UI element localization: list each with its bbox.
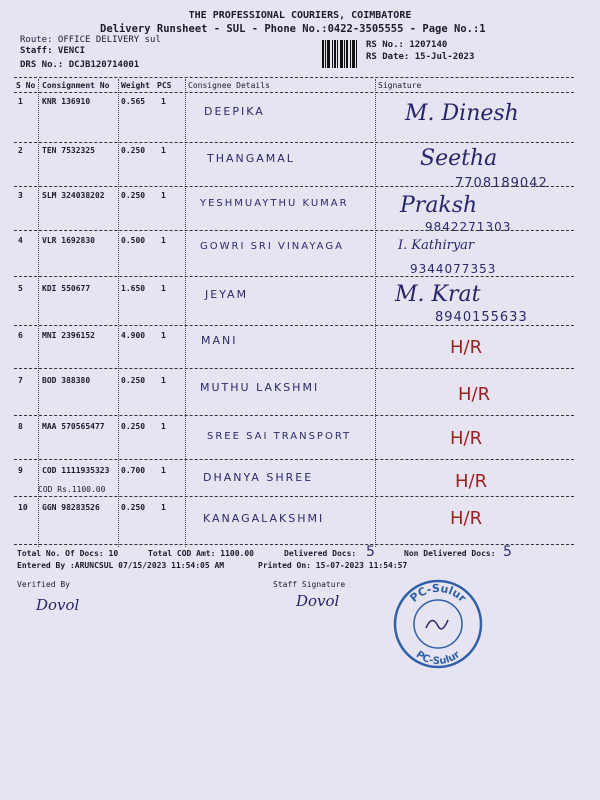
row-consignment: TEN 7532325 [42,146,95,155]
row-rule [14,230,574,231]
row-sno: 4 [18,236,23,245]
row-weight: 0.250 [121,146,146,155]
row-pcs: 1 [161,466,166,475]
barcode-image [322,40,362,68]
row-signature: Praksh [400,193,478,218]
total-cod: Total COD Amt: 1100.00 [148,549,254,558]
row-pcs: 1 [161,422,166,431]
row-weight: 0.500 [121,236,146,245]
row-consignment: KNR 136910 [42,97,91,106]
row-consignee: SREE SAI TRANSPORT [207,431,352,442]
row-signature: I. Kathiryar [398,238,475,253]
row-weight: 0.250 [121,422,146,431]
row-sno: 10 [18,503,28,512]
row-phone: 8940155633 [435,310,528,325]
row-weight: 0.250 [121,376,146,385]
row-signature: H/R [450,337,483,358]
row-pcs: 1 [161,191,166,200]
col-consignment: Consignment No [42,81,110,90]
row-weight: 1.650 [121,284,146,293]
row-consignment: KDI 550677 [42,284,91,293]
row-rule [14,415,574,416]
table-bottom-rule [14,544,574,545]
verified-signature: Dovol [36,596,80,614]
row-signature: H/R [450,508,483,529]
non-delivered-label: Non Delivered Docs: [404,549,496,558]
row-rule [14,325,574,326]
staff-signature-label: Staff Signature [273,580,346,589]
row-consignee: MUTHU LAKSHMI [200,381,320,394]
stamp-text-top: PC-Sulur [407,581,469,605]
row-sno: 8 [18,422,23,431]
cod-amount: COD Rs.1100.00 [38,485,106,494]
row-signature: H/R [455,471,488,492]
printed-on: Printed On: 15-07-2023 11:54:57 [258,561,408,570]
col-consignee: Consignee Details [188,81,270,90]
drs-number: DRS No.: DCJB120714001 [20,60,140,70]
verified-by-label: Verified By [17,580,70,589]
col-divider [185,79,186,547]
row-pcs: 1 [161,97,166,106]
rs-number: RS No.: 1207140 [366,40,448,50]
rs-date: RS Date: 15-Jul-2023 [366,52,475,62]
table-header-rule [14,92,574,93]
row-consignment: COD 1111935323 [42,466,110,475]
col-weight: Weight [121,81,150,90]
row-rule [14,368,574,369]
col-divider [118,79,119,547]
route-text: Route: OFFICE DELIVERY sul [20,35,161,45]
row-rule [14,496,574,497]
row-consignment: SLM 324038202 [42,191,105,200]
row-phone: 7708189042 [455,176,548,191]
row-sno: 3 [18,191,23,200]
row-rule [14,276,574,277]
row-consignment: MNI 2396152 [42,331,95,340]
row-sno: 5 [18,284,23,293]
row-signature: H/R [458,384,491,405]
delivered-value: 5 [366,544,375,560]
total-docs: Total No. Of Docs: 10 [17,549,119,558]
row-consignee: THANGAMAL [207,152,295,165]
row-rule [14,459,574,460]
row-consignee: MANI [201,334,238,347]
stamp-text-bottom: PC-Sulur [413,649,463,668]
col-signature: Signature [378,81,422,90]
row-sno: 2 [18,146,23,155]
row-consignee: JEYAM [205,288,249,301]
row-signature: M. Dinesh [405,101,519,126]
row-signature: Seetha [420,146,498,171]
col-divider [375,79,376,547]
row-rule [14,142,574,143]
row-rule [14,186,574,187]
row-consignee: GOWRI SRI VINAYAGA [200,241,344,252]
row-phone: 9344077353 [410,262,497,276]
row-consignment: VLR 1692830 [42,236,95,245]
row-pcs: 1 [161,236,166,245]
row-signature: H/R [450,428,483,449]
row-consignee: DHANYA SHREE [203,471,314,484]
row-pcs: 1 [161,376,166,385]
row-pcs: 1 [161,503,166,512]
row-signature: M. Krat [395,282,481,307]
row-sno: 1 [18,97,23,106]
row-weight: 0.565 [121,97,146,106]
non-delivered-value: 5 [503,544,512,560]
row-weight: 0.700 [121,466,146,475]
row-consignee: DEEPIKA [204,105,265,118]
row-consignment: BOD 388380 [42,376,91,385]
col-sno: S No [16,81,36,90]
pc-sulur-stamp [392,578,484,670]
row-pcs: 1 [161,284,166,293]
row-consignee: YESHMUAYTHU KUMAR [200,198,349,209]
col-pcs: PCS [157,81,172,90]
col-divider [38,79,39,547]
row-weight: 0.250 [121,503,146,512]
row-weight: 0.250 [121,191,146,200]
row-weight: 4.900 [121,331,146,340]
row-consignment: GGN 98283526 [42,503,100,512]
table-top-rule [14,77,574,78]
row-consignee: KANAGALAKSHMI [203,512,325,525]
row-sno: 6 [18,331,23,340]
row-pcs: 1 [161,331,166,340]
row-phone: 9842271303 [425,220,512,234]
row-sno: 7 [18,376,23,385]
row-sno: 9 [18,466,23,475]
entered-by: Entered By :ARUNCSUL 07/15/2023 11:54:05 AM [17,561,225,570]
row-consignment: MAA 570565477 [42,422,105,431]
staff-text: Staff: VENCI [20,46,86,56]
company-title: THE PROFESSIONAL COURIERS, COIMBATORE [188,10,412,21]
row-pcs: 1 [161,146,166,155]
runsheet-subtitle: Delivery Runsheet - SUL - Phone No.:0422-3505555 - Page No.:1 [100,23,486,35]
staff-signature: Dovol [296,592,340,610]
delivered-label: Delivered Docs: [284,549,357,558]
